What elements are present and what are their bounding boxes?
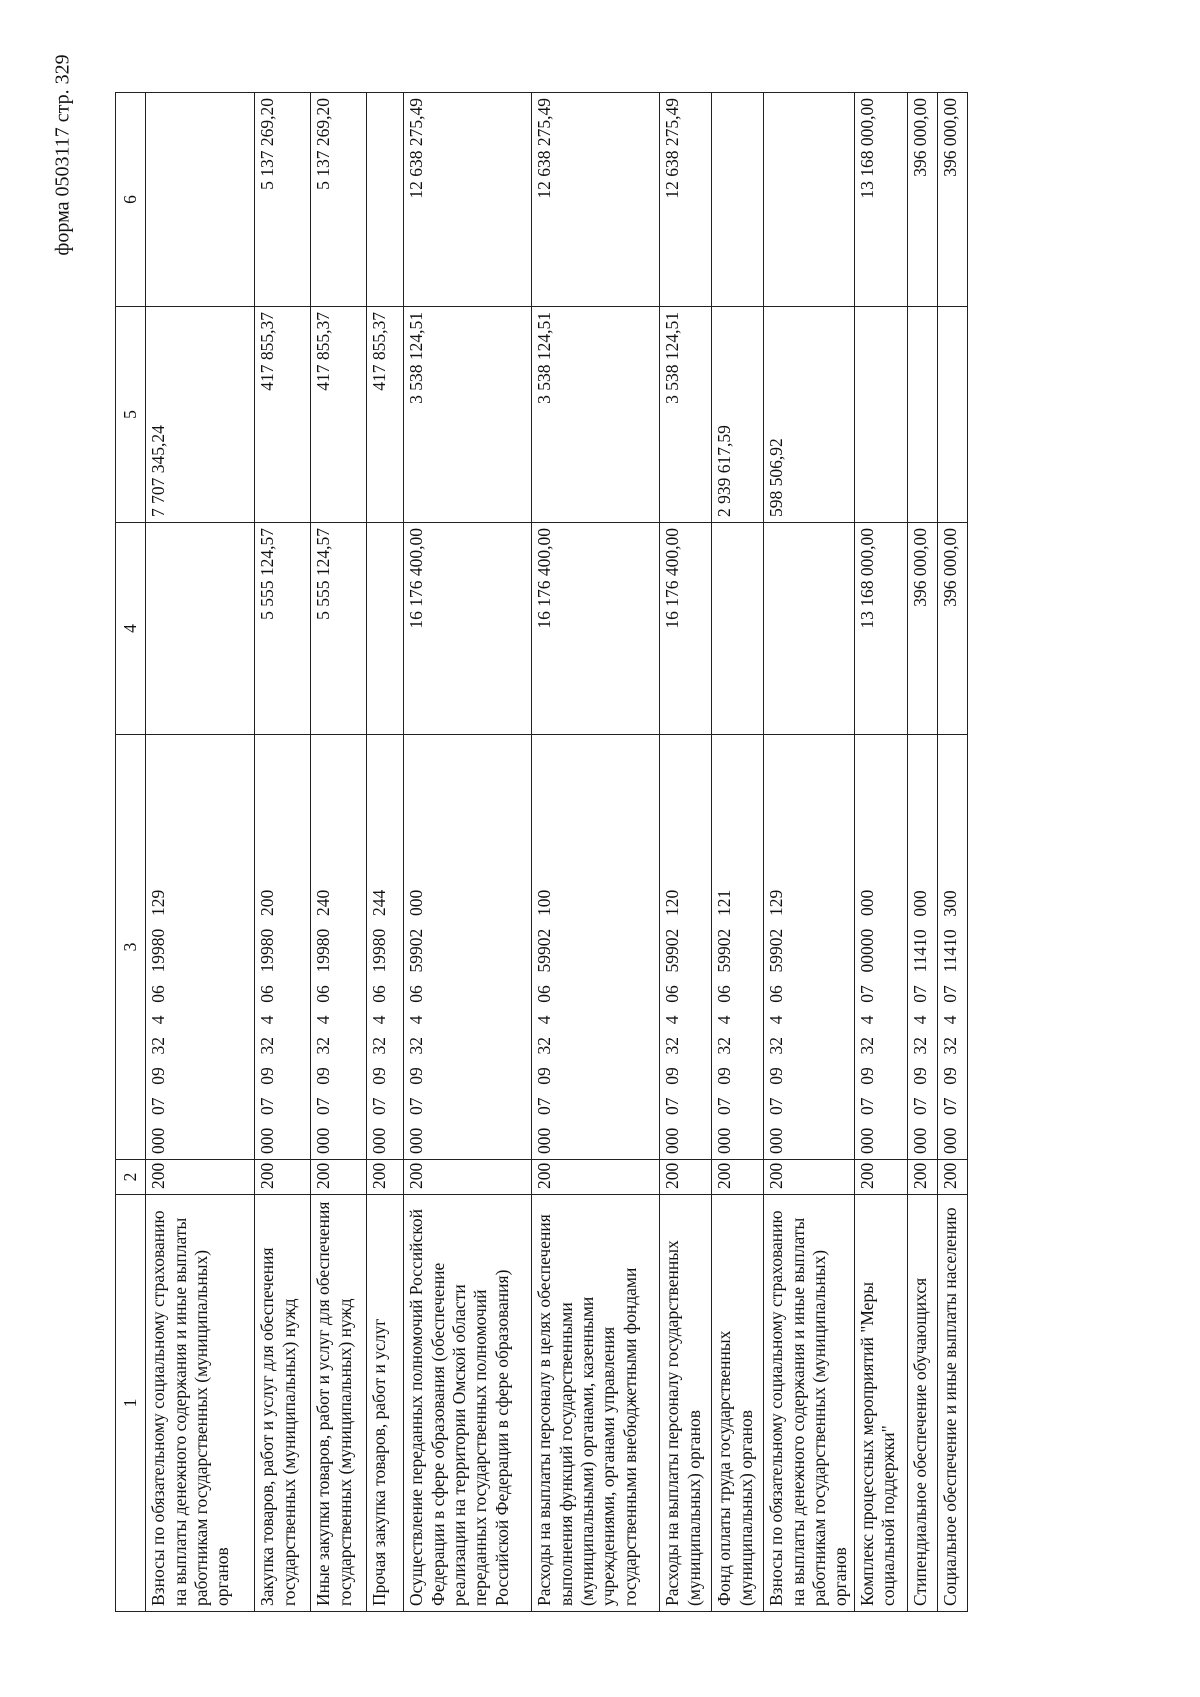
row-budget-code-cell: 000 07 09 32 4 07 11410 000 [907, 735, 937, 1160]
row-name-cell: Закупка товаров, работ и услуг для обеспечения государственных (муниципальных) нужд [255, 1195, 311, 1612]
row-line-code-cell: 200 [764, 1160, 854, 1195]
row-executed-amount-cell: 3 538 124,51 [532, 307, 660, 523]
row-approved-amount-cell [764, 523, 854, 735]
row-name-cell: Взносы по обязательному социальному страхованию на выплаты денежного содержания и иные выплаты работникам государственных (муниципальных) органов [764, 1195, 854, 1612]
row-name-cell: Взносы по обязательному социальному страхованию на выплаты денежного содержания и иные выплаты работникам государственных (муниципальных) органов [146, 1195, 255, 1612]
row-unexecuted-amount-cell: 5 137 269,20 [311, 93, 367, 307]
row-budget-code-cell: 000 07 09 32 4 06 59902 121 [712, 735, 764, 1160]
row-approved-amount-cell: 16 176 400,00 [532, 523, 660, 735]
row-name-cell: Социальное обеспечение и иные выплаты населению [937, 1195, 967, 1612]
row-executed-amount-cell: 417 855,37 [255, 307, 311, 523]
form-page-label: форма 0503117 стр. 329 [51, 54, 74, 256]
row-unexecuted-amount-cell [146, 93, 255, 307]
row-name-cell: Прочая закупка товаров, работ и услуг [367, 1195, 404, 1612]
row-line-code-cell: 200 [367, 1160, 404, 1195]
row-name-cell: Стипендиальное обеспечение обучающихся [907, 1195, 937, 1612]
row-line-code-cell: 200 [404, 1160, 532, 1195]
row-line-code-cell: 200 [907, 1160, 937, 1195]
table-row [937, 93, 967, 1612]
row-budget-code-cell: 000 07 09 32 4 07 00000 000 [854, 735, 907, 1160]
row-unexecuted-amount-cell: 12 638 275,49 [532, 93, 660, 307]
row-line-code-cell: 200 [660, 1160, 712, 1195]
row-name-cell: Осуществление переданных полномочий Российской Федерации в сфере образования (обеспечение реализации на территории Омской области переданных государственных полномочий Российской Федерации в сфере образования) [404, 1195, 532, 1612]
table-row [907, 93, 937, 1612]
row-budget-code-cell: 000 07 09 32 4 06 19980 244 [367, 735, 404, 1160]
table-row [311, 93, 367, 1612]
row-unexecuted-amount-cell [712, 93, 764, 307]
row-name-cell: Расходы на выплаты персоналу в целях обеспечения выполнения функций государственными (муниципальными) органами, казенными учреждениями, органами управления государственными внебюджетными фондами [532, 1195, 660, 1612]
row-approved-amount-cell: 16 176 400,00 [404, 523, 532, 735]
row-executed-amount-cell: 417 855,37 [311, 307, 367, 523]
table-row [532, 93, 660, 1612]
row-executed-amount-cell [854, 307, 907, 523]
column-number-row [116, 93, 146, 1612]
row-line-code-cell: 200 [937, 1160, 967, 1195]
row-unexecuted-amount-cell [764, 93, 854, 307]
row-executed-amount-cell: 7 707 345,24 [146, 307, 255, 523]
table-row [367, 93, 404, 1612]
row-executed-amount-cell [907, 307, 937, 523]
row-name-cell: Иные закупки товаров, работ и услуг для обеспечения государственных (муниципальных) нужд [311, 1195, 367, 1612]
expenditure-table [115, 92, 968, 1612]
row-unexecuted-amount-cell [367, 93, 404, 307]
row-line-code-cell: 200 [311, 1160, 367, 1195]
column-header-3: 3 [116, 735, 146, 1160]
row-approved-amount-cell: 16 176 400,00 [660, 523, 712, 735]
row-executed-amount-cell: 598 506,92 [764, 307, 854, 523]
row-executed-amount-cell: 2 939 617,59 [712, 307, 764, 523]
column-header-4: 4 [116, 523, 146, 735]
row-executed-amount-cell: 417 855,37 [367, 307, 404, 523]
table-row [660, 93, 712, 1612]
row-name-cell: Фонд оплаты труда государственных (муниципальных) органов [712, 1195, 764, 1612]
table-body [146, 93, 967, 1612]
row-approved-amount-cell: 396 000,00 [937, 523, 967, 735]
row-name-cell: Комплекс процессных мероприятий "Меры социальной поддержки" [854, 1195, 907, 1612]
table-row [255, 93, 311, 1612]
row-budget-code-cell: 000 07 09 32 4 06 19980 129 [146, 735, 255, 1160]
row-unexecuted-amount-cell: 396 000,00 [937, 93, 967, 307]
column-header-1: 1 [116, 1195, 146, 1612]
column-header-5: 5 [116, 307, 146, 523]
row-budget-code-cell: 000 07 09 32 4 06 59902 129 [764, 735, 854, 1160]
row-line-code-cell: 200 [532, 1160, 660, 1195]
row-budget-code-cell: 000 07 09 32 4 07 11410 300 [937, 735, 967, 1160]
rotated-page [115, 93, 1075, 1612]
row-line-code-cell: 200 [255, 1160, 311, 1195]
row-budget-code-cell: 000 07 09 32 4 06 59902 120 [660, 735, 712, 1160]
table-row [712, 93, 764, 1612]
row-approved-amount-cell [146, 523, 255, 735]
row-approved-amount-cell [712, 523, 764, 735]
row-executed-amount-cell: 3 538 124,51 [404, 307, 532, 523]
row-name-cell: Расходы на выплаты персоналу государственных (муниципальных) органов [660, 1195, 712, 1612]
row-unexecuted-amount-cell: 396 000,00 [907, 93, 937, 307]
row-executed-amount-cell [937, 307, 967, 523]
row-budget-code-cell: 000 07 09 32 4 06 19980 240 [311, 735, 367, 1160]
row-line-code-cell: 200 [146, 1160, 255, 1195]
row-budget-code-cell: 000 07 09 32 4 06 19980 200 [255, 735, 311, 1160]
table-row [404, 93, 532, 1612]
row-line-code-cell: 200 [854, 1160, 907, 1195]
column-header-2: 2 [116, 1160, 146, 1195]
row-approved-amount-cell: 5 555 124,57 [311, 523, 367, 735]
table-row [854, 93, 907, 1612]
row-executed-amount-cell: 3 538 124,51 [660, 307, 712, 523]
row-unexecuted-amount-cell: 13 168 000,00 [854, 93, 907, 307]
row-budget-code-cell: 000 07 09 32 4 06 59902 100 [532, 735, 660, 1160]
table-row [764, 93, 854, 1612]
row-approved-amount-cell: 396 000,00 [907, 523, 937, 735]
table-row [146, 93, 255, 1612]
row-unexecuted-amount-cell: 5 137 269,20 [255, 93, 311, 307]
row-unexecuted-amount-cell: 12 638 275,49 [660, 93, 712, 307]
row-approved-amount-cell [367, 523, 404, 735]
row-unexecuted-amount-cell: 12 638 275,49 [404, 93, 532, 307]
row-approved-amount-cell: 13 168 000,00 [854, 523, 907, 735]
row-line-code-cell: 200 [712, 1160, 764, 1195]
row-approved-amount-cell: 5 555 124,57 [255, 523, 311, 735]
column-header-6: 6 [116, 93, 146, 307]
row-budget-code-cell: 000 07 09 32 4 06 59902 000 [404, 735, 532, 1160]
